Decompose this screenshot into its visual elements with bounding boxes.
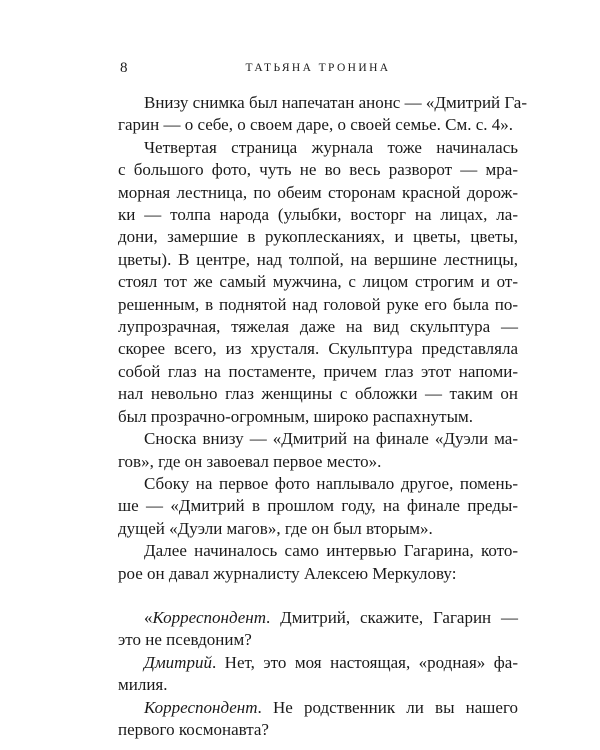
- text-line: Далее начиналось само интервью Гагарина, кото-: [144, 541, 518, 561]
- text-line: собой глаз на постаменте, причем глаз этот напоми-: [118, 361, 518, 381]
- page-number: 8: [120, 60, 128, 76]
- text-line: дони, замершие в рукоплесканиях, и цветы, цветы,: [118, 227, 518, 247]
- dialog-line: [118, 607, 518, 652]
- text-line: первого космонавта?: [118, 719, 269, 739]
- speech-text: . Не родственник ли вы нашего: [257, 697, 518, 717]
- text-line: скорее всего, из хрусталя. Скульптура представляла: [118, 339, 518, 359]
- text-line: был прозрачно-огромным, широко распахнутым.: [118, 406, 473, 426]
- text-line: нал невольно глаз женщины с обложки — таким он: [118, 384, 518, 404]
- text-line: милия.: [118, 675, 168, 695]
- text-line: ше — «Дмитрий в прошлом году, на финале преды-: [118, 496, 518, 516]
- paragraph: [118, 473, 518, 540]
- quote-mark: «: [144, 607, 153, 627]
- text-line: цветы). В центре, над толпой, на вершине лестницы,: [118, 249, 518, 269]
- paragraph: [118, 137, 518, 428]
- paragraph: [118, 540, 518, 585]
- speaker-name: Дмитрий: [144, 652, 212, 672]
- text-line: лупрозрачная, тяжелая даже на вид скульптура —: [118, 317, 518, 337]
- speaker-name: Корреспондент: [144, 697, 258, 717]
- text-line: гарин — о себе, о своем даре, о своей семье. См. с. 4».: [118, 115, 513, 135]
- paragraph: [118, 92, 527, 137]
- text-line: стоял тот же самый мужчина, с лицом строгим и от-: [118, 272, 518, 292]
- text-line: рое он давал журналисту Алексею Меркулову:: [118, 563, 457, 583]
- text-line: гов», где он завоевал первое место».: [118, 451, 382, 471]
- speaker-name: Корреспондент: [152, 607, 267, 627]
- section-gap: [118, 585, 518, 607]
- running-head: [120, 58, 516, 78]
- speech-text: . Дмитрий, скажите, Гагарин —: [266, 607, 518, 627]
- text-line: решенным, в поднятой над головой руке его была по-: [118, 294, 518, 314]
- text-line: ки — толпа народа (улыбки, восторг на лицах, ла-: [118, 205, 518, 225]
- speech-text: . Нет, это моя настоящая, «родная» фа-: [211, 652, 518, 672]
- text-line: Сноска внизу — «Дмитрий на финале «Дуэли ма-: [144, 429, 518, 449]
- text-line: [118, 607, 518, 629]
- text-line: Сбоку на первое фото наплывало другое, помень-: [144, 473, 518, 493]
- text-line: дущей «Дуэли магов», где он был вторым».: [118, 518, 433, 538]
- text-line: это не псевдоним?: [118, 630, 252, 650]
- dialog-line: [118, 652, 518, 697]
- dialog-line: [118, 697, 518, 742]
- text-line: с большого фото, чуть не во весь разворот — мра-: [118, 160, 518, 180]
- text-line: Внизу снимка был напечатан анонс — «Дмитрий Га-: [144, 93, 527, 112]
- text-line: [118, 697, 518, 719]
- text-line: морная лестница, по обеим сторонам красной дорож-: [118, 182, 518, 202]
- text-line: [118, 652, 518, 674]
- text-line: Четвертая страница журнала тоже начиналась: [144, 137, 518, 157]
- running-title: ТАТЬЯНА ТРОНИНА: [245, 62, 391, 74]
- paragraph: [118, 428, 518, 473]
- body-text: [118, 92, 527, 741]
